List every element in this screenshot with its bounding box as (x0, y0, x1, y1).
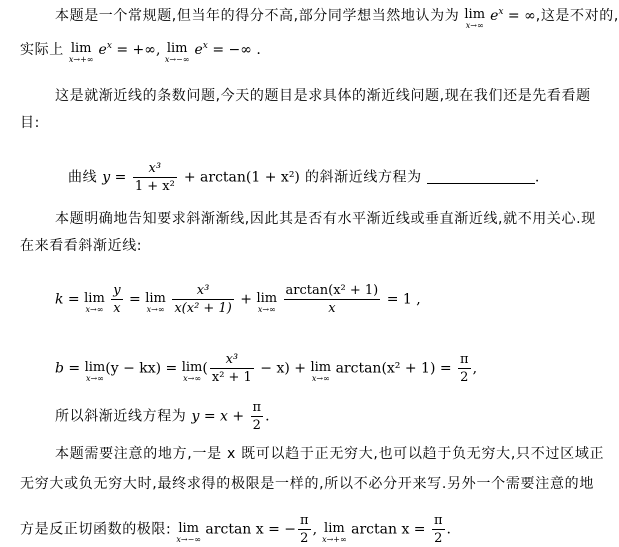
limit-operator: lim x→∞ (145, 290, 166, 314)
fraction: $\frac{\text{x³}}{\text{1 + x²}}$ (134, 161, 175, 194)
math-e: e (98, 42, 107, 58)
problem-statement: 曲线 y = $\frac{\text{x³}}{\text{1 + x²}}$ + arctan(1 + x²) 的斜渐近线方程为 . (68, 161, 540, 194)
paragraph-1-line-2: 实际上 lim x→+∞ $e^x$ = +∞, lim x→−∞ $e^x$ = −∞ . (20, 41, 261, 64)
fraction: $\frac{\pi}{2}$ (300, 513, 309, 546)
limit-operator: lim x→−∞ (176, 520, 201, 544)
limit-operator: lim x→∞ (84, 359, 106, 383)
math-rhs: = ∞ (503, 8, 536, 24)
paragraph-2-line-1: 这是就渐近线的条数问题,今天的题目是求具体的渐近线问题,现在我们还是先看看题 (55, 88, 591, 104)
paragraph-2-line-2: 目: (20, 115, 40, 131)
fraction: $\frac{\text{arctan(x² + 1)}}{x}$ (285, 283, 379, 316)
math-rhs: = +∞ (111, 42, 156, 58)
paragraph-3-line-2: 在来看看斜渐近线: (20, 238, 143, 254)
result-text: 所以斜渐近线方程为 (55, 408, 192, 425)
paragraph-1-line-1 (55, 6, 619, 30)
math-e: e (490, 8, 499, 24)
equation-b: b = lim x→∞ (y − kx) = lim x→∞ ( $\frac{\text{x³}}{\text{x² + 1}}$ − x) + lim x→∞ arctan(x² + 1) = $\frac{\pi}{2}$ , (55, 352, 478, 385)
paragraph-4-text: 方是反正切函数的极限: (20, 521, 172, 538)
limit-operator: lim x→+∞ (68, 41, 94, 64)
paragraph-3-line-1: 本题明确地告知要求斜渐渐线,因此其是否有水平渐近线或垂直渐近线,就不用关心.现 (55, 211, 596, 227)
math-exponent: x (106, 41, 112, 51)
fraction: $\frac{\pi}{2}$ (252, 400, 262, 433)
paragraph-1-text-a: 本题是一个常规题,但当年的得分不高,部分同学想当然地认为为 (55, 8, 460, 24)
result-line: 所以斜渐近线方程为 y = x + $\frac{\pi}{2}$ . (55, 400, 270, 433)
fraction: $\frac{\pi}{2}$ (460, 352, 469, 385)
fraction: $\frac{\text{x³}}{\text{x(x² + 1)}}$ (174, 283, 232, 316)
equation-k: k = lim x→∞ $\frac{y}{x}$ = lim x→∞ $\frac{\text{x³}}{\text{x(x² + 1)}}$ + lim x→∞ $\frac{\text{arctan(x² + 1)}}{x}$ = 1 , (55, 283, 421, 316)
answer-blank (427, 183, 535, 184)
math-exponent: x (498, 7, 504, 17)
problem-suffix: 的斜渐近线方程为 (299, 169, 422, 186)
limit-operator: lim x→∞ (84, 290, 105, 314)
math-rhs: = −∞ (207, 42, 252, 58)
limit-operator: lim x→∞ (464, 7, 486, 30)
limit-operator: lim x→∞ (256, 290, 278, 314)
limit-operator: lim x→−∞ (164, 41, 190, 64)
math-k-rhs: = 1 , (382, 291, 421, 308)
limit-operator: lim x→∞ (310, 359, 332, 383)
problem-prefix: 曲线 (68, 169, 103, 186)
result-equation: y = x + (191, 408, 249, 425)
paragraph-1-text-c: 实际上 (20, 42, 64, 58)
paragraph-4-line-2: 无穷大或负无穷大时,最终求得的极限是一样的,所以不必分开来写.另外一个需要注意的地 (20, 476, 595, 492)
math-b-lhs: b = (55, 360, 85, 377)
math-exponent: x (202, 41, 208, 51)
math-equals: = (110, 169, 131, 186)
math-y: y (102, 169, 111, 186)
paragraph-4-line-3: 方是反正切函数的极限: lim x→−∞ arctan x = − $\frac{\pi}{2}$ , lim x→+∞ arctan x = $\frac{\pi}{2}$ . (20, 513, 451, 546)
paragraph-4-line-1: 本题需要注意的地方,一是 x 既可以趋于正无穷大,也可以趋于负无穷大,只不过区域正 (55, 446, 605, 462)
limit-operator: lim x→∞ (181, 359, 203, 383)
fraction: $\frac{\pi}{2}$ (433, 513, 443, 546)
fraction: $\frac{\text{x³}}{\text{x² + 1}}$ (211, 352, 252, 385)
math-arctan-term: + arctan(1 + x²) (183, 169, 300, 186)
math-k-lhs: k = (55, 291, 85, 308)
limit-operator: lim x→+∞ (322, 520, 347, 544)
paragraph-1-text-b: ,这是不对的, (535, 8, 619, 24)
fraction: $\frac{y}{x}$ (113, 283, 121, 316)
math-e: e (194, 42, 203, 58)
